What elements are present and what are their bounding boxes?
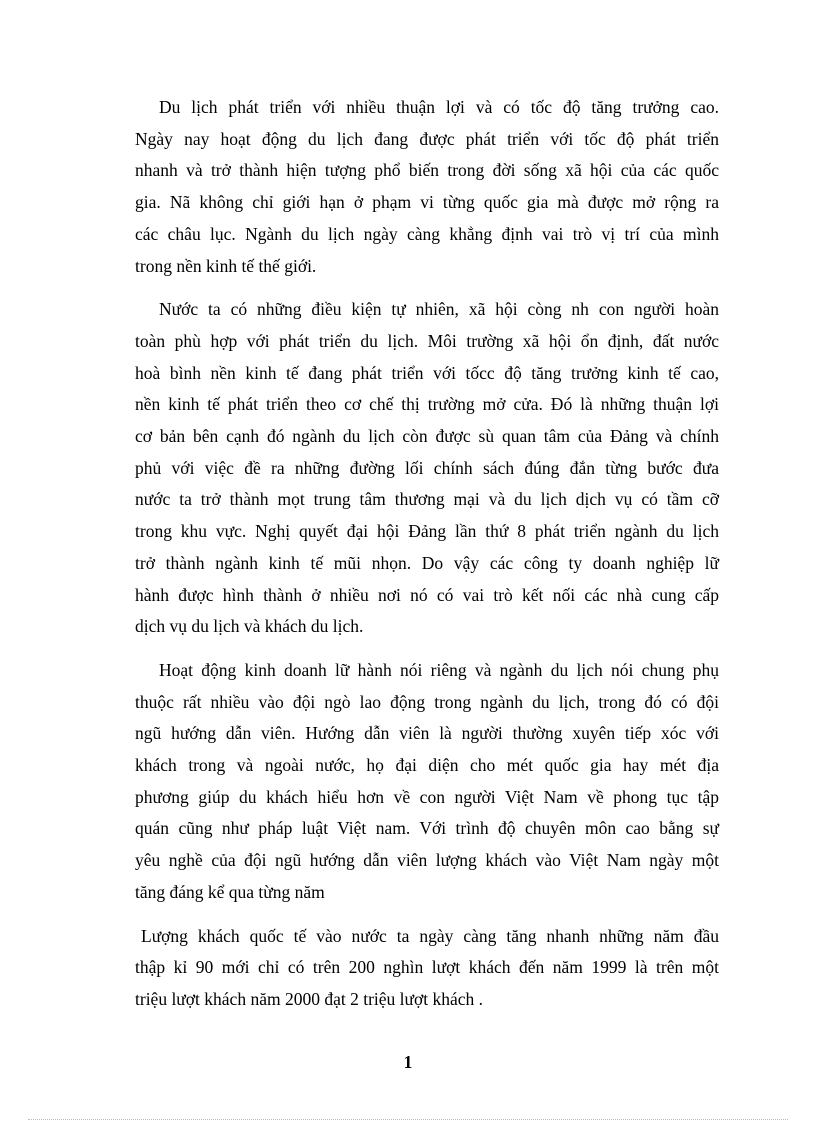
text-line: nhanh và trở thành hiện tượng phổ biến trong đời sống xã hội của các quốc	[135, 160, 719, 181]
text-line: trở thành ngành kinh tế mũi nhọn. Do vậy các công ty doanh nghiệp lữ	[135, 552, 719, 573]
text-line: trong khu vực. Nghị quyết đại hội Đảng lần thứ 8 phát triển ngành du lịch	[135, 521, 719, 542]
page-bottom-border	[28, 1119, 788, 1120]
text-line: Nước ta có những điều kiện tự nhiên, xã hội còng nh con người hoàn	[159, 299, 719, 320]
text-line: Ngày nay hoạt động du lịch đang được phát triển với tốc độ phát triển	[135, 128, 719, 149]
text-line: nước ta trở thành mọt trung tâm thương mại và du lịch dịch vụ có tầm cỡ	[135, 489, 719, 510]
text-line: Du lịch phát triển với nhiều thuận lợi và có tốc độ tăng trưởng cao.	[159, 97, 719, 117]
text-line: triệu lượt khách năm 2000 đạt 2 triệu lượt khách .	[135, 988, 484, 1009]
text-line: Lượng khách quốc tế vào nước ta ngày càng tăng nhanh những năm đầu	[141, 925, 719, 946]
paragraph-national-conditions	[135, 294, 719, 643]
text-line: ngũ hướng dẫn viên. Hướng dẫn viên là người thường xuyên tiếp xóc với	[135, 723, 719, 744]
text-line: trong nền kinh tế thế giới.	[135, 255, 317, 276]
paragraph-tour-guides	[135, 655, 719, 909]
text-line: yêu nghề của đội ngũ hướng dẫn viên lượng khách vào Việt Nam ngày một	[135, 850, 719, 871]
page-number: 1	[403, 1052, 413, 1072]
text-line: Hoạt động kinh doanh lữ hành nói riêng và ngành du lịch nói chung phụ	[159, 659, 719, 680]
paragraph-visitor-numbers	[135, 921, 719, 1016]
text-line: nền kinh tế phát triển theo cơ chế thị trường mở cửa. Đó là những thuận lợi	[135, 394, 719, 415]
text-line: dịch vụ du lịch và khách du lịch.	[135, 616, 364, 637]
text-line: phương giúp du khách hiểu hơn về con người Việt Nam về phong tục tập	[135, 786, 719, 807]
text-line: hoà bình nền kinh tế đang phát triển với tốcc độ tăng trưởng kinh tế cao,	[135, 362, 719, 383]
text-line: hành được hình thành ở nhiều nơi nó có vai trò kết nối các nhà cung cấp	[135, 584, 719, 605]
text-line: phủ với việc đề ra những đường lối chính sách đúng đắn từng bước đưa	[135, 457, 719, 478]
text-line: quán cũng như pháp luật Việt nam. Với trình độ chuyên môn cao bằng sự	[135, 818, 719, 839]
text-line: thập kỉ 90 mới chỉ có trên 200 nghìn lượt khách đến năm 1999 là trên một	[135, 957, 719, 978]
paragraph-tourism-growth	[135, 92, 719, 282]
text-line: toàn phù hợp với phát triển du lịch. Môi trường xã hội ổn định, đất nước	[135, 330, 719, 351]
text-line: tăng đáng kể qua từng năm	[135, 881, 325, 902]
text-line: các châu lục. Ngành du lịch ngày càng khẳng định vai trò vị trí của mình	[135, 223, 719, 244]
text-line: khách trong và ngoài nước, họ đại diện cho mét quốc gia hay mét địa	[135, 755, 719, 776]
text-line: cơ bản bên cạnh đó ngành du lịch còn được sù quan tâm của Đảng và chính	[135, 426, 719, 447]
document-body	[135, 92, 719, 1028]
text-line: thuộc rất nhiều vào đội ngò lao động trong ngành du lịch, trong đó có đội	[135, 691, 719, 712]
text-line: gia. Nã không chỉ giới hạn ở phạm vi từng quốc gia mà được mở rộng ra	[135, 192, 719, 213]
